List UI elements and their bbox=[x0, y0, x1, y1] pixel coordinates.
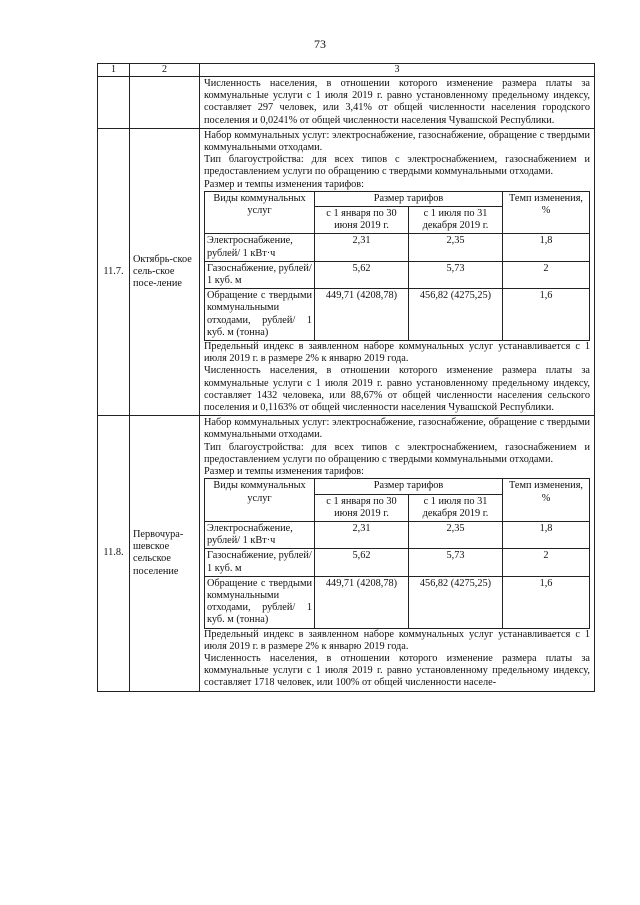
continuation-text: Численность населения, в отношении которого изменение размера платы за коммунальные услуги с 1 июля 2019 г. равно установленному предельному индексу, составляет 297 человек, или 3,41% от общей численности населения городского поселения и 0,0241% от общей численности населения Чувашской Республики. bbox=[204, 78, 590, 126]
tariff-p2: 5,73 bbox=[409, 549, 503, 576]
tariff-rate: 1,6 bbox=[503, 576, 590, 628]
tariff-service: Газоснабжение, рублей/ 1 куб. м bbox=[205, 549, 315, 576]
tariff-row bbox=[205, 549, 590, 576]
tariff-p2: 2,35 bbox=[409, 521, 503, 548]
tariff-rate: 1,8 bbox=[503, 234, 590, 261]
services-text: Набор коммунальных услуг: электроснабжение, газоснабжение, обращение с твердыми коммунальными отходами. bbox=[204, 129, 590, 154]
settlement-name: Октябрь-ское сель-ское посе-ление bbox=[130, 128, 200, 415]
tariff-head-period-1: с 1 января по 30 июня 2019 г. bbox=[315, 494, 409, 521]
continuation-row bbox=[98, 77, 595, 129]
tariff-head-period-2: с 1 июля по 31 декабря 2019 г. bbox=[409, 494, 503, 521]
tariff-p1: 5,62 bbox=[315, 549, 409, 576]
tariff-p1: 449,71 (4208,78) bbox=[315, 289, 409, 341]
tariff-service: Обращение с твердыми коммунальными отходами, рублей/ 1 куб. м (тонна) bbox=[205, 289, 315, 341]
population-text: Численность населения, в отношении которого изменение размера платы за коммунальные услуги с 1 июля 2019 г. равно установленному предельному индексу, составляет 1432 человека, или 88,67% от общей численности населения сельского поселения и 0,1163% от общей численности населения Чувашской Республики. bbox=[204, 365, 590, 414]
tariff-row bbox=[205, 261, 590, 288]
tariff-service: Газоснабжение, рублей/ 1 куб. м bbox=[205, 261, 315, 288]
tariff-row bbox=[205, 289, 590, 341]
index-text: Предельный индекс в заявленном наборе коммунальных услуг устанавливается с 1 июля 2019 г. в размере 2% к январю 2019 года. bbox=[204, 341, 590, 365]
table-row bbox=[98, 416, 595, 691]
tariff-p2: 2,35 bbox=[409, 234, 503, 261]
tariff-row bbox=[205, 234, 590, 261]
table-row bbox=[98, 128, 595, 415]
tariff-p1: 2,31 bbox=[315, 234, 409, 261]
table-header-row bbox=[98, 64, 595, 77]
tariff-p2: 456,82 (4275,25) bbox=[409, 576, 503, 628]
header-col-2: 2 bbox=[130, 64, 200, 77]
page-number: 73 bbox=[314, 37, 326, 51]
tariff-row bbox=[205, 521, 590, 548]
tariff-p1: 5,62 bbox=[315, 261, 409, 288]
tariff-service: Электроснабжение, рублей/ 1 кВт·ч bbox=[205, 234, 315, 261]
tariff-p2: 5,73 bbox=[409, 261, 503, 288]
index-text: Предельный индекс в заявленном наборе коммунальных услуг устанавливается с 1 июля 2019 г. в размере 2% к январю 2019 года. bbox=[204, 628, 590, 652]
tariff-rate: 2 bbox=[503, 549, 590, 576]
tariff-p1: 449,71 (4208,78) bbox=[315, 576, 409, 628]
tariff-service: Обращение с твердыми коммунальными отходами, рублей/ 1 куб. м (тонна) bbox=[205, 576, 315, 628]
tariff-head-size: Размер тарифов bbox=[315, 191, 503, 206]
header-col-3: 3 bbox=[200, 64, 595, 77]
tariff-rate: 2 bbox=[503, 261, 590, 288]
header-col-1: 1 bbox=[98, 64, 130, 77]
tariff-head-kind: Виды коммунальных услуг bbox=[205, 191, 315, 234]
tariff-p2: 456,82 (4275,25) bbox=[409, 289, 503, 341]
tariff-table bbox=[204, 478, 590, 628]
tariff-head-size: Размер тарифов bbox=[315, 479, 503, 494]
tariff-intro: Размер и темпы изменения тарифов: bbox=[204, 178, 365, 190]
tariff-head-rate: Темп изменения, % bbox=[503, 479, 590, 522]
main-table bbox=[97, 63, 595, 692]
settlement-name: Первочура-шевское сельское поселение bbox=[130, 416, 200, 691]
services-text: Набор коммунальных услуг: электроснабжение, газоснабжение, обращение с твердыми коммунальными отходами. bbox=[204, 417, 590, 441]
row-number: 11.7. bbox=[98, 128, 130, 415]
tariff-rate: 1,6 bbox=[503, 289, 590, 341]
tariff-head-period-2: с 1 июля по 31 декабря 2019 г. bbox=[409, 207, 503, 234]
tariff-service: Электроснабжение, рублей/ 1 кВт·ч bbox=[205, 521, 315, 548]
population-text: Численность населения, в отношении которого изменение размера платы за коммунальные услуги с 1 июля 2019 г. равно установленному предельному индексу, составляет 1718 человек, или 100% от общей численности населе- bbox=[204, 652, 590, 689]
improvement-text: Тип благоустройства: для всех типов с электроснабжением, газоснабжением и предоставлением услуги по обращению с твердыми коммунальными отходами. bbox=[204, 154, 590, 178]
tariff-head-rate: Темп изменения, % bbox=[503, 191, 590, 234]
tariff-table bbox=[204, 191, 590, 341]
tariff-intro: Размер и темпы изменения тарифов: bbox=[204, 466, 365, 478]
row-number: 11.8. bbox=[98, 416, 130, 691]
tariff-rate: 1,8 bbox=[503, 521, 590, 548]
tariff-row bbox=[205, 576, 590, 628]
tariff-head-period-1: с 1 января по 30 июня 2019 г. bbox=[315, 207, 409, 234]
tariff-head-kind: Виды коммунальных услуг bbox=[205, 479, 315, 522]
improvement-text: Тип благоустройства: для всех типов с электроснабжением, газоснабжением и предоставлением услуги по обращению с твердыми коммунальными отходами. bbox=[204, 441, 590, 465]
tariff-p1: 2,31 bbox=[315, 521, 409, 548]
